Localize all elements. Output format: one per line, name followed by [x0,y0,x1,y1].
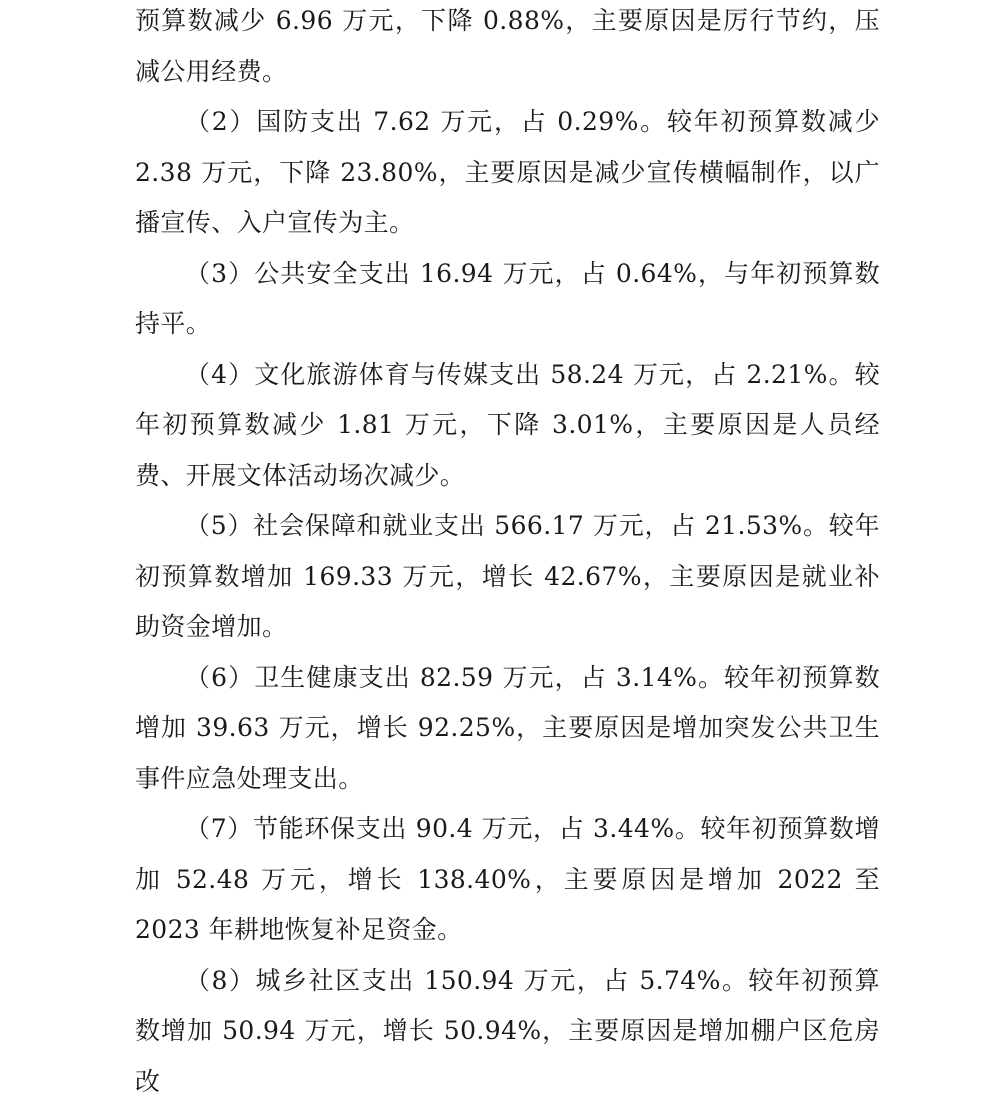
paragraph-urban-rural-expenditure: （8）城乡社区支出 150.94 万元，占 5.74%。较年初预算数增加 50.94 万元，增长 50.94%，主要原因是增加棚户区危房改 [135,956,880,1107]
paragraph-environment-expenditure: （7）节能环保支出 90.4 万元，占 3.44%。较年初预算数增加 52.48 万元，增长 138.40%，主要原因是增加 2022 至 2023 年耕地恢复补足资金。 [135,804,880,956]
paragraph-public-security-expenditure: （3）公共安全支出 16.94 万元，占 0.64%，与年初预算数持平。 [135,249,880,350]
document-body [135,0,880,1107]
paragraph-social-security-expenditure: （5）社会保障和就业支出 566.17 万元，占 21.53%。较年初预算数增加 169.33 万元，增长 42.67%，主要原因是就业补助资金增加。 [135,501,880,653]
paragraph-health-expenditure: （6）卫生健康支出 82.59 万元，占 3.14%。较年初预算数增加 39.63 万元，增长 92.25%，主要原因是增加突发公共卫生事件应急处理支出。 [135,653,880,805]
paragraph-continuation: 预算数减少 6.96 万元，下降 0.88%，主要原因是厉行节约，压减公用经费。 [135,0,880,97]
paragraph-culture-tourism-expenditure: （4）文化旅游体育与传媒支出 58.24 万元，占 2.21%。较年初预算数减少 1.81 万元，下降 3.01%，主要原因是人员经费、开展文体活动场次减少。 [135,350,880,502]
paragraph-defense-expenditure: （2）国防支出 7.62 万元，占 0.29%。较年初预算数减少 2.38 万元，下降 23.80%，主要原因是减少宣传横幅制作，以广播宣传、入户宣传为主。 [135,97,880,249]
